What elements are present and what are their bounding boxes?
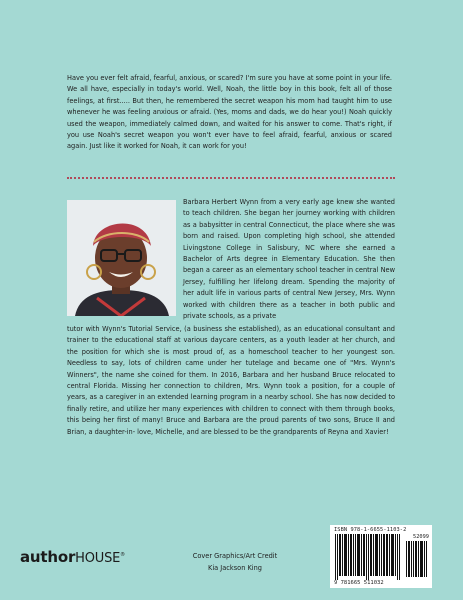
cover-credit xyxy=(190,551,280,574)
credit-name: Kia Jackson King xyxy=(208,563,262,572)
logo-house-text: HOUSE xyxy=(75,551,121,566)
dotted-divider xyxy=(67,177,395,179)
registered-mark: ® xyxy=(120,552,125,558)
isbn-barcode xyxy=(330,525,432,588)
barcode-main-bars xyxy=(335,534,403,580)
barcode-addon-bars xyxy=(406,541,428,577)
isbn-digits: 9 781665 511032 xyxy=(334,580,384,586)
author-bio-continued: tutor with Wynn's Tutorial Service, (a business she established), as an educational consultant and trainer to the educational staff at various daycare centers, as a youth leader at her church, and the position for which she is most proud of, as a homeschool teacher to her youngest son. Needless to say, lots of children came under her tutelage and became one of "Mrs. Wynn's Winners", the name she coined for them. In 2016, Barbara and her husband Bruce relocated to central Florida. Missing her connection to children, Mrs. Wynn took a position, for a couple of years, as a caregiver in an extended learning program in a nearby school. She has now decided to finally retire, and utilize her many experiences with children to connect with them through books, this being her first of many! Bruce and Barbara are the proud parents of two sons, Bruce II and Brian, a daughter-in- love, Michelle, and are blessed to be the grandparents of Reyna and Xavier! xyxy=(67,325,395,436)
isbn-label: ISBN 978-1-6655-1103-2 xyxy=(334,527,407,533)
credit-title: Cover Graphics/Art Credit xyxy=(192,552,278,560)
author-photo xyxy=(67,200,176,316)
logo-author-text: author xyxy=(20,548,76,566)
author-bio-intro: Barbara Herbert Wynn from a very early age knew she wanted to teach children. She began her journey working with children as a babysitter in central Connecticut, the place where she was born and raised. Upon completing high school, she attended Livingstone College in Salisbury, NC where she earned a Bachelor of Arts degree in Elementary Education. She then began a career as an elementary school teacher in central New Jersey, fulfilling her lifelong dream. Spending the majority of her adult life in various parts of central New Jersey, Mrs. Wynn worked with children there as a teacher in both public and private schools, as a private xyxy=(183,198,395,321)
price-code: 52099 xyxy=(413,534,429,540)
publisher-logo xyxy=(20,548,125,566)
back-cover-blurb: Have you ever felt afraid, fearful, anxious, or scared? I'm sure you have at some point in your life. We all have, especially in today's world. Well, Noah, the little boy in this book, felt all of those feelings, at first..... But then, he remembered the secret weapon his mom had taught him to use whenever he was feeling anxious or afraid. (Yes, moms and dads, we do hear you!) Noah quickly used the weapon, immediately calmed down, and waited for his answer to come. That's right, if you use Noah's secret weapon you won't ever have to feel afraid, fearful, anxious or scared again. Just like it worked for Noah, it can work for you! xyxy=(67,74,392,151)
